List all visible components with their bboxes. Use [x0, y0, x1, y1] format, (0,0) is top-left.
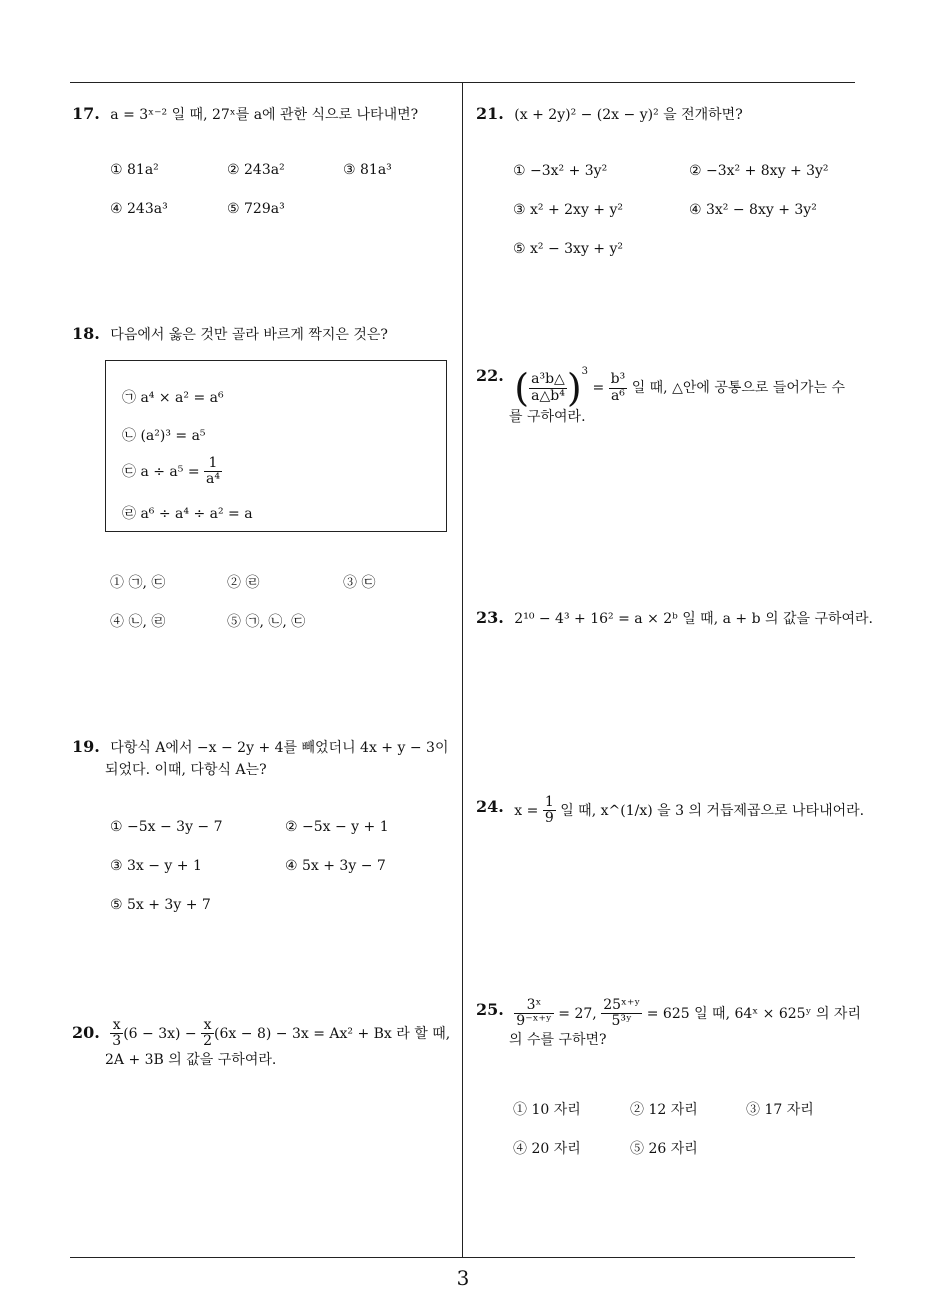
option-4[interactable]: ④ 5x + 3y − 7	[285, 858, 386, 874]
option-3[interactable]: ③ 17 자리	[746, 1102, 814, 1118]
option-5[interactable]: ⑤ x² − 3xy + y²	[513, 241, 624, 257]
question-20	[72, 1018, 457, 1071]
question-number: 23.	[476, 608, 504, 627]
option-2[interactable]: ② ㉣	[227, 575, 260, 591]
question-17	[72, 102, 418, 127]
option-2[interactable]: ② 243a²	[227, 162, 285, 178]
bottom-rule	[70, 1257, 855, 1258]
option-4[interactable]: ④ 20 자리	[513, 1141, 581, 1157]
question-stem: 다음에서 옳은 것만 골라 바르게 짝지은 것은?	[110, 327, 388, 343]
question-number: 22.	[476, 366, 504, 385]
option-4[interactable]: ④ 243a³	[110, 201, 168, 217]
question-23	[476, 606, 873, 631]
question-number: 24.	[476, 797, 504, 816]
question-number: 20.	[72, 1022, 100, 1042]
page-number: 3	[456, 1266, 470, 1290]
right-paren: )	[566, 366, 582, 410]
expression-prefix: x =	[514, 802, 539, 819]
question-stem-line2: 의 수를 구하면?	[509, 1031, 607, 1048]
option-1[interactable]: ① −3x² + 3y²	[513, 163, 608, 179]
option-1[interactable]: ① −5x − 3y − 7	[110, 819, 223, 835]
option-2[interactable]: ② 12 자리	[630, 1102, 698, 1118]
question-stem-line1: = 625 일 때, 64ˣ × 625ʸ 의 자리	[646, 1005, 861, 1022]
fraction-numerator: 1	[544, 794, 554, 810]
left-paren: (	[514, 366, 530, 410]
option-5[interactable]: ⑤ 26 자리	[630, 1141, 698, 1157]
fraction	[543, 795, 556, 827]
option-3[interactable]: ③ ㉢	[343, 575, 376, 591]
fraction-numerator: 25ˣ⁺ʸ	[603, 997, 641, 1013]
fraction-denominator: 3	[112, 1033, 122, 1050]
fraction-2	[201, 1018, 214, 1050]
statement-box	[105, 360, 447, 532]
option-5[interactable]: ⑤ 729a³	[227, 201, 285, 217]
question-24	[476, 795, 864, 827]
lhs-fraction	[529, 372, 567, 404]
question-18	[72, 322, 388, 347]
question-number: 25.	[476, 1000, 504, 1019]
rhs-fraction	[609, 372, 628, 404]
fraction-numerator: 3ˣ	[514, 998, 554, 1014]
fraction-denominator: 9	[544, 810, 554, 827]
expression-part-2: (6x − 8) − 3x = Ax² + Bx 라 할 때,	[214, 1025, 451, 1042]
question-stem: (x + 2y)² − (2x − y)² 을 전개하면?	[514, 107, 743, 123]
fraction-numerator: 1	[204, 456, 222, 472]
fraction-denominator: a⁴	[206, 471, 220, 488]
question-stem-line2: 를 구하여라.	[509, 409, 586, 425]
statement-3	[122, 456, 222, 488]
fraction-1	[110, 1018, 123, 1050]
fraction-denominator: a△b⁴	[531, 387, 565, 404]
statement-3-text: ㉢ a ÷ a⁵ =	[122, 463, 200, 480]
question-21	[476, 102, 743, 127]
option-1[interactable]: ① 81a²	[110, 162, 159, 178]
option-1[interactable]: ① 10 자리	[513, 1102, 581, 1118]
question-stem: a = 3ˣ⁻² 일 때, 27ˣ를 a에 관한 식으로 나타내면?	[110, 107, 419, 123]
option-4[interactable]: ④ 3x² − 8xy + 3y²	[689, 202, 817, 218]
question-25	[476, 998, 861, 1051]
option-1[interactable]: ① ㉠, ㉢	[110, 575, 166, 591]
statement-4: ㉣ a⁶ ÷ a⁴ ÷ a² = a	[122, 506, 253, 522]
option-3[interactable]: ③ 81a³	[343, 162, 392, 178]
option-3[interactable]: ③ 3x − y + 1	[110, 858, 202, 874]
question-stem: 일 때, x^(1/x) 을 3 의 거듭제곱으로 나타내어라.	[560, 802, 865, 819]
question-stem-line2: 되었다. 이때, 다항식 A는?	[105, 761, 267, 778]
question-number: 18.	[72, 324, 100, 343]
question-22	[476, 364, 861, 429]
fraction-numerator: b³	[610, 371, 626, 388]
statement-1: ㉠ a⁴ × a² = a⁶	[122, 390, 224, 406]
column-divider	[462, 82, 463, 1257]
fraction-1	[514, 998, 554, 1030]
question-stem-line2: 2A + 3B 의 값을 구하여라.	[105, 1051, 277, 1068]
question-stem-line1: 일 때, △안에 공통으로 들어가는 수	[631, 380, 845, 396]
option-3[interactable]: ③ x² + 2xy + y²	[513, 202, 624, 218]
fraction-denominator: 2	[203, 1033, 213, 1050]
option-4[interactable]: ④ ㉡, ㉣	[110, 614, 166, 630]
option-2[interactable]: ② −3x² + 8xy + 3y²	[689, 163, 829, 179]
question-19	[72, 735, 457, 781]
option-5[interactable]: ⑤ 5x + 3y + 7	[110, 897, 211, 913]
equals-27: = 27,	[558, 1005, 597, 1022]
question-number: 19.	[72, 737, 100, 756]
fraction	[204, 456, 222, 488]
fraction-numerator: x	[110, 1018, 123, 1034]
equals: =	[592, 380, 605, 396]
option-5[interactable]: ⑤ ㉠, ㉡, ㉢	[227, 614, 306, 630]
expression-part-1: (6 − 3x) −	[123, 1025, 197, 1042]
question-number: 21.	[476, 104, 504, 123]
question-number: 17.	[72, 104, 100, 123]
fraction-denominator: a⁶	[610, 387, 625, 404]
fraction-numerator: a³b△	[531, 371, 565, 388]
fraction-denominator: 5³ʸ	[611, 1013, 632, 1030]
option-2[interactable]: ② −5x − y + 1	[285, 819, 389, 835]
question-stem: 2¹⁰ − 4³ + 16² = a × 2ᵇ 일 때, a + b 의 값을 구하여라.	[514, 611, 874, 627]
exponent: 3	[581, 366, 589, 377]
fraction-2	[601, 998, 642, 1030]
question-stem-line1: 다항식 A에서 −x − 2y + 4를 빼었더니 4x + y − 3이	[110, 740, 449, 756]
statement-2: ㉡ (a²)³ = a⁵	[122, 428, 206, 444]
fraction-denominator: 9⁻ˣ⁺ʸ	[516, 1013, 552, 1030]
fraction-numerator: x	[201, 1018, 214, 1034]
